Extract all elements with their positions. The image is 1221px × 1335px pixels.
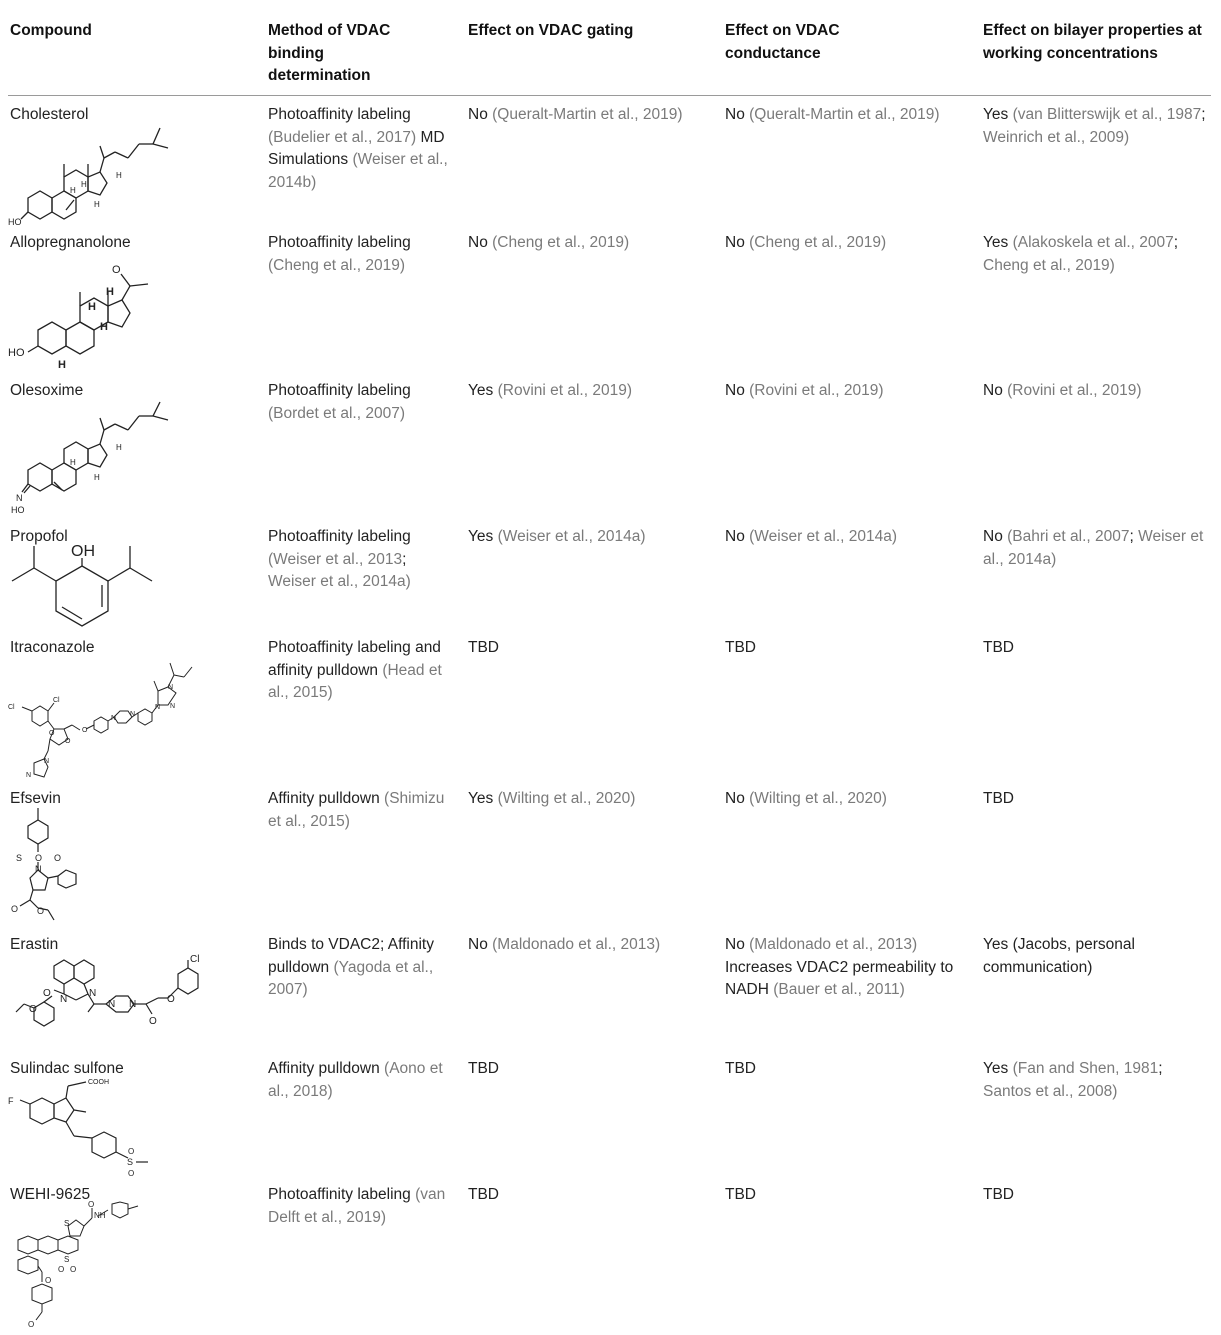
citation-text: (Cheng et al., 2019) [268, 256, 406, 274]
bilayer-cell [983, 934, 1208, 979]
structure-label: O [70, 1265, 77, 1274]
cell-text: ; [1173, 234, 1179, 251]
cell-text: TBD [468, 1060, 499, 1077]
structure-label: H [94, 473, 100, 482]
gating-cell [468, 380, 718, 403]
method-cell [268, 1184, 458, 1229]
structure-label: H [81, 180, 87, 189]
cell-text: No [725, 382, 750, 399]
structure-label: N [60, 994, 68, 1005]
cell-text: Increases VDAC2 permeability to NADH [725, 958, 954, 998]
structure-label: H [70, 186, 76, 195]
bilayer-cell [983, 788, 1208, 811]
structure-itraconazole [8, 659, 223, 784]
cell-text: ; [1158, 1060, 1163, 1077]
citation-text: (Weiser et al., 2014b) [268, 151, 448, 191]
citation-text: (Queralt-Martin et al., 2019) [492, 106, 683, 123]
structure-allopregnanolone [8, 252, 193, 372]
citation-text: (Queralt-Martin et al., 2019) [749, 106, 940, 123]
conductance-cell [725, 526, 975, 549]
method-cell [268, 637, 458, 705]
citation-text: (Yagoda et al., 2007) [268, 958, 434, 998]
citation-text: (Aono et al., 2018) [268, 1060, 443, 1100]
cell-text: TBD [983, 1186, 1014, 1203]
citation-text: (Bauer et al., 2011) [773, 981, 905, 998]
cell-text: Photoaffinity labeling [268, 1186, 416, 1203]
header-bilayer: Effect on bilayer properties at working concentrations [983, 22, 1202, 62]
compound-name: Efsevin [10, 790, 61, 807]
citation-text: (Bahri et al., 2007 [1007, 528, 1130, 545]
structure-label: N [155, 704, 161, 711]
gating-cell [468, 934, 718, 957]
conductance-cell [725, 788, 975, 811]
structure-label: O [49, 730, 55, 737]
structure-label: O [54, 853, 62, 863]
gating-cell [468, 1184, 718, 1207]
structure-label: H [70, 458, 76, 467]
structure-erastin [8, 954, 223, 1059]
structure-label: O [65, 738, 71, 745]
citation-text: (Rovini et al., 2019) [749, 382, 884, 399]
cell-text: Photoaffinity labeling and affinity pulldown [268, 639, 441, 679]
structure-label: S [64, 1219, 70, 1228]
structure-label: S [16, 853, 23, 863]
structure-label: Cl [8, 704, 15, 711]
structure-label: S [64, 1255, 70, 1264]
compound-name: Olesoxime [10, 382, 84, 399]
citation-text: (Rovini et al., 2019) [497, 382, 632, 399]
bilayer-cell [983, 1184, 1208, 1207]
citation-text: (Maldonado et al., 2013) [749, 936, 918, 953]
cell-text: Photoaffinity labeling [268, 234, 411, 251]
header-conductance: Effect on VDAC conductance [725, 22, 840, 62]
gating-cell [468, 232, 718, 255]
structure-label: S [127, 1157, 134, 1167]
structure-label: H [106, 286, 114, 298]
cell-text: No [725, 528, 750, 545]
structure-sulindac-sulfone [8, 1078, 193, 1178]
structure-wehi-9625 [8, 1200, 193, 1329]
structure-label: H [58, 359, 66, 371]
cell-text: No [983, 528, 1008, 545]
citation-text: (Rovini et al., 2019) [1007, 382, 1142, 399]
structure-label: H [94, 200, 100, 209]
citation-text: Weiser et al., 2014a) [268, 573, 411, 590]
cell-text: TBD [983, 790, 1014, 807]
cell-text: Yes [983, 1060, 1013, 1077]
structure-label: O [149, 1016, 157, 1027]
method-cell [268, 1058, 458, 1103]
structure-label: HO [8, 217, 22, 227]
header-compound: Compound [10, 22, 92, 39]
citation-text: Santos et al., 2008) [983, 1082, 1118, 1100]
cell-text: Yes [983, 234, 1013, 251]
compound-name: Allopregnanolone [10, 234, 131, 251]
citation-text: (Fan and Shen, 1981 [1012, 1060, 1159, 1077]
bilayer-cell [983, 104, 1208, 149]
structure-label: O [128, 1169, 135, 1178]
citation-text: Weinrich et al., 2009) [983, 128, 1130, 146]
cell-text: TBD [983, 639, 1014, 656]
citation-text: Weiser et al., 2014a) [983, 528, 1204, 568]
citation-text: (Wilting et al., 2020) [749, 790, 887, 807]
compound-name: Cholesterol [10, 106, 89, 123]
citation-text: (Wilting et al., 2020) [497, 790, 636, 807]
cell-text: No [725, 790, 750, 807]
structure-label: O [128, 1147, 135, 1156]
citation-text: (Shimizu et al., 2015) [268, 790, 445, 830]
citation-text: (Cheng et al., 2019) [492, 234, 630, 251]
conductance-cell [725, 104, 975, 127]
conductance-cell [725, 380, 975, 403]
structure-label: O [11, 904, 19, 914]
structure-efsevin [8, 808, 128, 928]
cell-text: No [468, 936, 493, 953]
structure-cholesterol [8, 120, 193, 230]
citation-text: (Weiser et al., 2014a) [749, 528, 898, 545]
cell-text: TBD [468, 639, 499, 656]
citation-text: (Alakoskela et al., 2007 [1012, 234, 1174, 251]
cell-text: No [725, 106, 750, 123]
structure-label: OH [71, 543, 95, 560]
cell-text: ; [1129, 528, 1139, 545]
gating-cell [468, 104, 718, 127]
structure-olesoxime [8, 400, 193, 520]
structure-label: HO [11, 505, 25, 515]
structure-label: NH [94, 1211, 106, 1220]
gating-cell [468, 526, 718, 549]
cell-text: No [468, 234, 493, 251]
cell-text: Affinity pulldown [268, 1060, 385, 1077]
cell-text: ; [402, 550, 407, 568]
structure-label: F [8, 1096, 14, 1106]
bilayer-cell [983, 1058, 1208, 1103]
method-cell [268, 104, 458, 194]
gating-cell [468, 788, 718, 811]
structure-label: O [112, 264, 121, 276]
compound-name: Erastin [10, 936, 59, 953]
cell-text: No [725, 234, 750, 251]
structure-label: N [130, 711, 136, 718]
cell-text: Binds to VDAC2; Affinity pulldown [268, 936, 434, 976]
citation-text: (Budelier et al., 2017) [268, 128, 417, 146]
cell-text: No [983, 382, 1008, 399]
conductance-cell [725, 1058, 975, 1081]
structure-label: O [82, 727, 88, 734]
citation-text: (van Blitterswijk et al., 1987 [1012, 106, 1202, 123]
structure-label: H [88, 301, 96, 313]
citation-text: (Head et al., 2015) [268, 661, 442, 701]
structure-label: N [108, 999, 116, 1010]
method-cell [268, 934, 458, 1002]
header-rule [8, 95, 1211, 96]
compound-name: Itraconazole [10, 639, 95, 656]
cell-text: Affinity pulldown [268, 790, 385, 807]
structure-propofol [8, 544, 193, 634]
citation-text: (Maldonado et al., 2013) [492, 936, 661, 953]
cell-text: Yes [983, 106, 1013, 123]
header-method: Method of VDAC binding determination [268, 22, 391, 84]
structure-label: O [28, 1320, 35, 1329]
structure-label: N [129, 999, 137, 1010]
method-cell [268, 380, 458, 425]
cell-text: No [468, 106, 493, 123]
structure-label: O [37, 906, 45, 916]
conductance-cell [725, 934, 975, 1002]
method-cell [268, 526, 458, 594]
structure-label: H [100, 321, 108, 333]
cell-text: Photoaffinity labeling [268, 528, 411, 545]
structure-label: O [58, 1265, 65, 1274]
structure-label: N [111, 715, 117, 722]
cell-text: TBD [725, 639, 756, 656]
cell-text: ; [1201, 106, 1206, 123]
conductance-cell [725, 1184, 975, 1207]
compound-name: Sulindac sulfone [10, 1060, 124, 1077]
conductance-cell [725, 637, 975, 660]
citation-text: (Cheng et al., 2019) [749, 234, 887, 251]
conductance-cell [725, 232, 975, 255]
structure-label: O [35, 853, 43, 863]
cell-text: TBD [725, 1186, 756, 1203]
citation-text: (Weiser et al., 2014a) [497, 528, 646, 545]
structure-label: N [168, 684, 174, 691]
structure-label: N [170, 703, 176, 710]
structure-label: HO [8, 347, 25, 359]
citation-text: Cheng et al., 2019) [983, 256, 1115, 274]
structure-label: COOH [88, 1079, 109, 1086]
structure-label: N [35, 864, 42, 874]
cell-text: MD Simulations [268, 128, 445, 168]
cell-text: TBD [725, 1060, 756, 1077]
structure-label: H [116, 443, 122, 452]
structure-label: Cl [53, 697, 60, 704]
citation-text: (Weiser et al., 2013 [268, 550, 403, 568]
compound-name: WEHI-9625 [10, 1186, 91, 1203]
cell-text: Yes (Jacobs, personal communication) [983, 936, 1135, 976]
cell-text: Yes [468, 528, 498, 545]
cell-text: No [725, 936, 750, 953]
structure-label: H [116, 171, 122, 180]
cell-text: Yes [468, 382, 498, 399]
cell-text: Photoaffinity labeling [268, 382, 411, 399]
bilayer-cell [983, 232, 1208, 277]
method-cell [268, 788, 458, 833]
structure-label: N [26, 772, 32, 779]
citation-text: (van Delft et al., 2019) [268, 1186, 446, 1226]
gating-cell [468, 1058, 718, 1081]
method-cell [268, 232, 458, 277]
structure-label: N [16, 493, 23, 503]
structure-label: O [167, 994, 175, 1005]
bilayer-cell [983, 526, 1208, 571]
bilayer-cell [983, 380, 1208, 403]
bilayer-cell [983, 637, 1208, 660]
structure-label: Cl [190, 954, 200, 965]
gating-cell [468, 637, 718, 660]
structure-label: O [43, 988, 51, 999]
structure-label: O [45, 1276, 52, 1285]
structure-label: O [88, 1200, 95, 1209]
structure-label: N [89, 988, 97, 999]
citation-text: (Bordet et al., 2007) [268, 404, 405, 422]
structure-label: O [29, 1004, 37, 1015]
header-gating: Effect on VDAC gating [468, 22, 634, 39]
cell-text: Photoaffinity labeling [268, 106, 411, 123]
compound-name: Propofol [10, 528, 68, 545]
cell-text: Yes [468, 790, 498, 807]
structure-label: N [44, 758, 50, 765]
cell-text: TBD [468, 1186, 499, 1203]
